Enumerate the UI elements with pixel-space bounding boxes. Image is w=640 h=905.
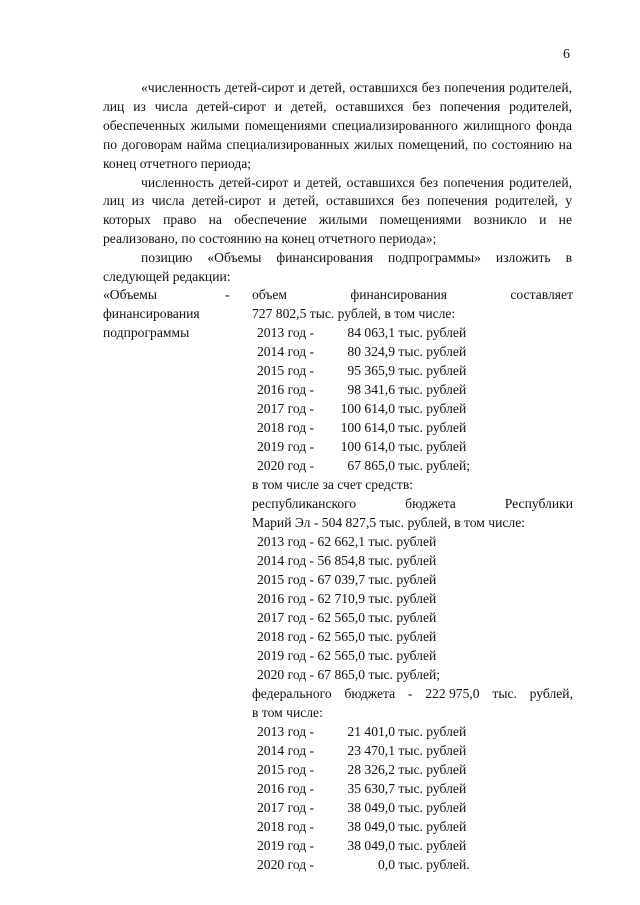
- unit-label: тыс. рублей;: [398, 458, 470, 473]
- year-row: [252, 760, 573, 779]
- word: составляет: [510, 287, 573, 302]
- year-label: 2014 год -: [257, 743, 315, 758]
- year-label: 2020 год -: [257, 857, 315, 872]
- year-row: 2015 год - 67 039,7 тыс. рублей: [257, 572, 437, 587]
- unit-label: тыс. рублей: [398, 439, 467, 454]
- unit-label: тыс. рублей: [398, 819, 467, 834]
- year-label: 2016 год -: [257, 781, 315, 796]
- federal-years-list: [252, 722, 573, 874]
- amount-value: 0,0: [378, 857, 395, 872]
- paragraph: «численность детей-сирот и детей, оставшихся без попечения родителей, лиц из числа детей-сирот и детей, оставшихся без попечения родителей, обеспеченных жилыми помещениями специализированного жилищного фонда по договорам найма специализированных жилых помещений, по состоянию на конец отчетного периода;: [103, 80, 572, 171]
- amount-value: 95 365,9: [347, 363, 395, 378]
- year-row: [252, 380, 573, 399]
- year-row: [252, 836, 573, 855]
- amount-value: 80 324,9: [347, 344, 395, 359]
- unit-label: тыс. рублей: [398, 724, 467, 739]
- year-label: 2013 год -: [257, 325, 315, 340]
- amount-value: 35 630,7: [347, 781, 395, 796]
- federal-words-line: [252, 684, 573, 703]
- unit-label: тыс. рублей.: [398, 857, 470, 872]
- unit-label: тыс. рублей: [398, 363, 467, 378]
- year-row: 2013 год - 62 662,1 тыс. рублей: [257, 534, 437, 549]
- year-label: 2016 год -: [257, 382, 315, 397]
- year-row: 2019 год - 62 565,0 тыс. рублей: [257, 648, 437, 663]
- word: финансирования: [350, 287, 448, 302]
- unit-label: тыс. рублей: [398, 382, 467, 397]
- unit-label: тыс. рублей: [398, 838, 467, 853]
- label-line: финансирования: [103, 306, 200, 321]
- word: рублей,: [529, 686, 573, 701]
- amount-value: 84 063,1: [347, 325, 395, 340]
- year-row: [252, 418, 573, 437]
- unit-label: тыс. рублей: [398, 743, 467, 758]
- year-row: [252, 399, 573, 418]
- year-label: 2017 год -: [257, 401, 315, 416]
- year-label: 2017 год -: [257, 800, 315, 815]
- amount-value: 28 326,2: [347, 762, 395, 777]
- amount-value: 100 614,0: [340, 401, 395, 416]
- year-row: [252, 342, 573, 361]
- year-label: 2020 год -: [257, 458, 315, 473]
- year-label: 2018 год -: [257, 420, 315, 435]
- year-label: 2018 год -: [257, 819, 315, 834]
- year-row: [252, 817, 573, 836]
- amount-value: 67 865,0: [347, 458, 395, 473]
- unit-label: тыс. рублей: [398, 762, 467, 777]
- year-label: 2013 год -: [257, 724, 315, 739]
- year-row: [252, 437, 573, 456]
- year-row: [252, 741, 573, 760]
- word: Республики: [504, 496, 573, 511]
- label-line: «Объемы: [103, 287, 157, 302]
- word: 222 975,0: [425, 686, 480, 701]
- year-row: [252, 456, 573, 475]
- total-years-list: [252, 323, 573, 475]
- word: федерального: [252, 686, 332, 701]
- year-row: 2014 год - 56 854,8 тыс. рублей: [257, 553, 437, 568]
- label-dash: -: [225, 287, 230, 302]
- word: бюджета: [344, 686, 396, 701]
- amount-value: 100 614,0: [340, 439, 395, 454]
- year-row: 2017 год - 62 565,0 тыс. рублей: [257, 610, 437, 625]
- amount-value: 38 049,0: [347, 838, 395, 853]
- amount-value: 23 470,1: [347, 743, 395, 758]
- word: бюджета: [405, 496, 456, 511]
- total-amount-line: 727 802,5 тыс. рублей, в том числе:: [252, 306, 456, 321]
- year-row: 2016 год - 62 710,9 тыс. рублей: [257, 591, 437, 606]
- paragraph: численность детей-сирот и детей, оставшихся без попечения родителей, лиц из числа детей-сирот и детей, оставшихся без попечения родителей, у которых право на обеспечение жилыми помещениями возникло и не реализовано, по состоянию на конец отчетного периода»;: [103, 174, 572, 247]
- year-row: 2020 год - 67 865,0 тыс. рублей;: [257, 667, 441, 682]
- label-line: подпрограммы: [103, 325, 190, 340]
- year-label: 2019 год -: [257, 439, 315, 454]
- financing-values: [252, 285, 573, 874]
- year-row: [252, 855, 573, 874]
- intro-text: [103, 79, 572, 287]
- unit-label: тыс. рублей: [398, 344, 467, 359]
- word: объем: [252, 287, 288, 302]
- total-words-line: [252, 285, 573, 304]
- federal-second-line: в том числе:: [252, 705, 323, 720]
- year-label: 2014 год -: [257, 344, 315, 359]
- amount-value: 38 049,0: [347, 800, 395, 815]
- republic-years-list: [252, 532, 573, 684]
- paragraph: позицию «Объемы финансирования подпрограммы» изложить в следующей редакции:: [103, 250, 572, 285]
- word: -: [407, 686, 413, 701]
- republic-words-line: [252, 494, 573, 513]
- year-label: 2015 год -: [257, 762, 315, 777]
- year-label: 2019 год -: [257, 838, 315, 853]
- unit-label: тыс. рублей: [398, 420, 467, 435]
- year-row: [252, 323, 573, 342]
- year-row: [252, 361, 573, 380]
- unit-label: тыс. рублей: [398, 800, 467, 815]
- page-number: 6: [563, 47, 570, 62]
- year-row: 2018 год - 62 565,0 тыс. рублей: [257, 629, 437, 644]
- year-row: [252, 722, 573, 741]
- word: тыс.: [492, 686, 517, 701]
- republic-amount-line: Марий Эл - 504 827,5 тыс. рублей, в том числе:: [252, 515, 526, 530]
- unit-label: тыс. рублей: [398, 401, 467, 416]
- amount-value: 21 401,0: [347, 724, 395, 739]
- year-label: 2015 год -: [257, 363, 315, 378]
- unit-label: тыс. рублей: [398, 325, 467, 340]
- amount-value: 98 341,6: [347, 382, 395, 397]
- word: республиканского: [252, 496, 357, 511]
- amount-value: 100 614,0: [340, 420, 395, 435]
- amount-value: 38 049,0: [347, 819, 395, 834]
- unit-label: тыс. рублей: [398, 781, 467, 796]
- year-row: [252, 779, 573, 798]
- sources-intro: в том числе за счет средств:: [252, 477, 414, 492]
- year-row: [252, 798, 573, 817]
- financing-label: [103, 285, 233, 342]
